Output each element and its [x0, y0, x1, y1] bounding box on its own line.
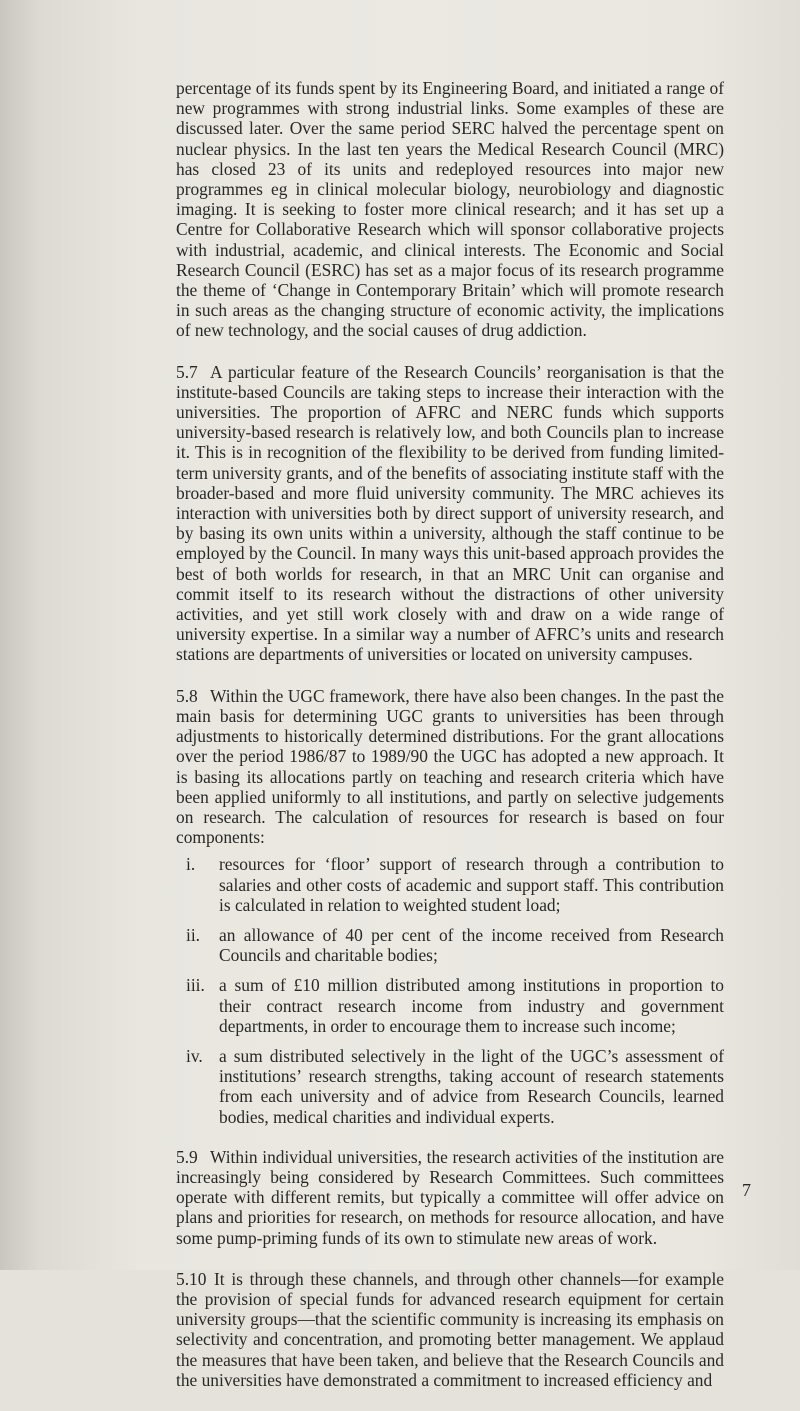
list-item [176, 975, 724, 1036]
paragraph-text: Within the UGC framework, there have also been changes. In the past the main basis for determining UGC grants to universities has been through adjustments to historically determined distributions. For the grant allocations over the period 1986/87 to 1989/90 the UGC has adopted a new approach. It is basing its allocations partly on teaching and research criteria which have been applied uniformly to all institutions, and partly on selective judgements on research. The calculation of resources for research is based on four components: [176, 685, 724, 848]
list-item-text: a sum of £10 million distributed among institutions in proportion to their contract research income from industry and government departments, in order to encourage them to increase such income; [219, 975, 724, 1036]
paragraph-continued [176, 78, 724, 341]
paragraph-number: 5.10 [176, 1268, 207, 1289]
list-marker: i. [186, 854, 196, 875]
list-marker: iv. [186, 1045, 203, 1066]
paragraph-text: A particular feature of the Research Councils’ reorganisation is that the institute-based Councils are taking steps to increase their interaction with the universities. The proportion of AFRC and NERC funds which supports university-based research is relatively low, and both Councils plan to increase it. This is in recognition of the flexibility to be derived from funding limited-term university grants, and of the benefits of associating institute staff with the broader-based and more fluid university community. The MRC achieves its interaction with universities both by direct support of university research, and by basing its own units within a university, although the staff continue to be employed by the Council. In many ways this unit-based approach provides the best of both worlds for research, in that an MRC Unit can organise and commit itself to its research without the distractions of other university activities, and yet still work closely with and draw on a wide range of university expertise. In a similar way a number of AFRC’s units and research stations are departments of universities or located on university campuses. [176, 361, 724, 665]
list-item [176, 925, 724, 965]
list-item [176, 854, 724, 915]
paragraph-5-8 [176, 686, 724, 848]
paragraph-5-7 [176, 362, 724, 665]
components-list [176, 854, 724, 1126]
list-marker: iii. [186, 975, 205, 996]
paragraph-5-9 [176, 1147, 724, 1248]
list-item-text: resources for ‘floor’ support of research through a contribution to salaries and other costs of academic and support staff. This contribution is calculated in relation to weighted student load; [219, 854, 724, 915]
list-item-text: an allowance of 40 per cent of the income received from Research Councils and charitable bodies; [219, 924, 724, 966]
paragraph-text: percentage of its funds spent by its Engineering Board, and initiated a range of new programmes with strong industrial links. Some examples of these are discussed later. Over the same period SERC halved the percentage spent on nuclear physics. In the last ten years the Medical Research Council (MRC) has closed 23 of its units and redeployed resources into major new programmes eg in clinical molecular biology, neurobiology and diagnostic imaging. It is seeking to foster more clinical research; and it has set up a Centre for Collaborative Research which will sponsor collaborative projects with industrial, academic, and clinical interests. The Economic and Social Research Council (ESRC) has set as a major focus of its research programme the theme of ‘Change in Contemporary Britain’ which will promote research in such areas as the changing structure of economic activity, the implications of new technology, and the social causes of drug addiction. [176, 78, 724, 341]
list-marker: ii. [186, 924, 201, 945]
paragraph-text: Within individual universities, the research activities of the institution are increasingly being considered by Research Committees. Such committees operate with different remits, but typically a committee will offer advice on plans and priorities for research, on methods for resource allocation, and have some pump-priming funds of its own to stimulate new areas of work. [176, 1146, 724, 1248]
paragraph-text: It is through these channels, and through other channels—for example the provision of special funds for advanced research equipment for certain university groups—that the scientific community is increasing its emphasis on selectivity and concentration, and promoting better management. We applaud the measures that have been taken, and believe that the Research Councils and the universities have demonstrated a commitment to increased efficiency and [176, 1268, 724, 1390]
paragraph-5-10 [176, 1269, 724, 1390]
paragraph-number: 5.9 [176, 1146, 198, 1167]
page-number: 7 [742, 1180, 751, 1200]
paragraph-number: 5.8 [176, 685, 198, 706]
text-column [176, 78, 724, 1411]
list-item [176, 1046, 724, 1127]
paragraph-number: 5.7 [176, 361, 198, 382]
list-item-text: a sum distributed selectively in the light of the UGC’s assessment of institutions’ research strengths, taking account of research statements from each university and of advice from Research Councils, learned bodies, medical charities and individual experts. [219, 1045, 724, 1127]
